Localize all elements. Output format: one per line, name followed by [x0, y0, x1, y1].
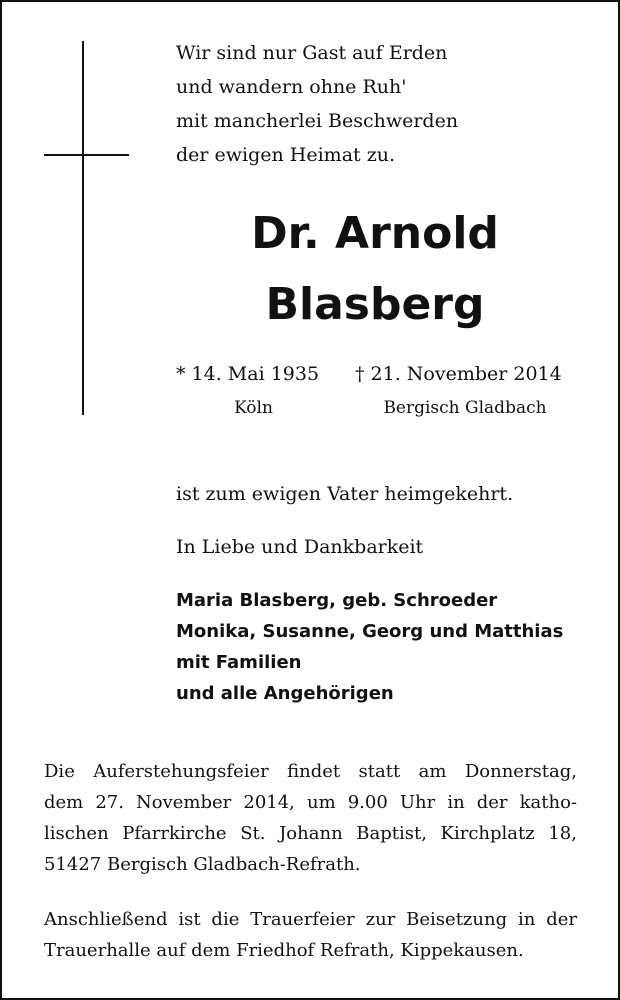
deceased-name-last: Blasberg — [265, 279, 485, 330]
death-place: Bergisch Gladbach — [383, 398, 547, 418]
service-line: lischen Pfarrkirche St. Johann Baptist, Kirchplatz 18, — [44, 823, 577, 844]
deceased-name-first: Dr. Arnold — [251, 208, 499, 259]
closing-text: In Liebe und Dankbarkeit — [176, 536, 424, 558]
cross-icon-bar — [44, 154, 129, 156]
mourner-line: mit Familien — [176, 652, 302, 673]
mourner-line: und alle Angehörigen — [176, 683, 394, 704]
poem-line: der ewigen Heimat zu. — [176, 144, 395, 166]
service-paragraph — [44, 756, 577, 880]
service-line: Die Auferstehungsfeier findet statt am Donnerstag, — [44, 761, 577, 782]
death-date: † 21. November 2014 — [355, 363, 562, 385]
burial-paragraph — [44, 904, 577, 966]
birth-date: * 14. Mai 1935 — [176, 363, 320, 385]
mourner-line: Maria Blasberg, geb. Schroeder — [176, 590, 498, 611]
poem — [176, 36, 458, 172]
poem-line: mit mancherlei Beschwerden — [176, 110, 459, 132]
burial-line: Anschließend ist die Trauerfeier zur Beisetzung in der — [44, 909, 577, 930]
birth-place: Köln — [234, 398, 273, 418]
service-line: dem 27. November 2014, um 9.00 Uhr in der katho- — [44, 792, 577, 813]
mourners-list — [176, 585, 563, 709]
burial-line: Trauerhalle auf dem Friedhof Refrath, Kippekausen. — [44, 940, 524, 961]
mourner-line: Monika, Susanne, Georg und Matthias — [176, 621, 564, 642]
service-line: 51427 Bergisch Gladbach-Refrath. — [44, 854, 361, 875]
poem-line: und wandern ohne Ruh' — [176, 76, 407, 98]
poem-line: Wir sind nur Gast auf Erden — [176, 42, 448, 64]
cross-icon — [82, 41, 84, 415]
statement-text: ist zum ewigen Vater heimgekehrt. — [176, 483, 514, 505]
